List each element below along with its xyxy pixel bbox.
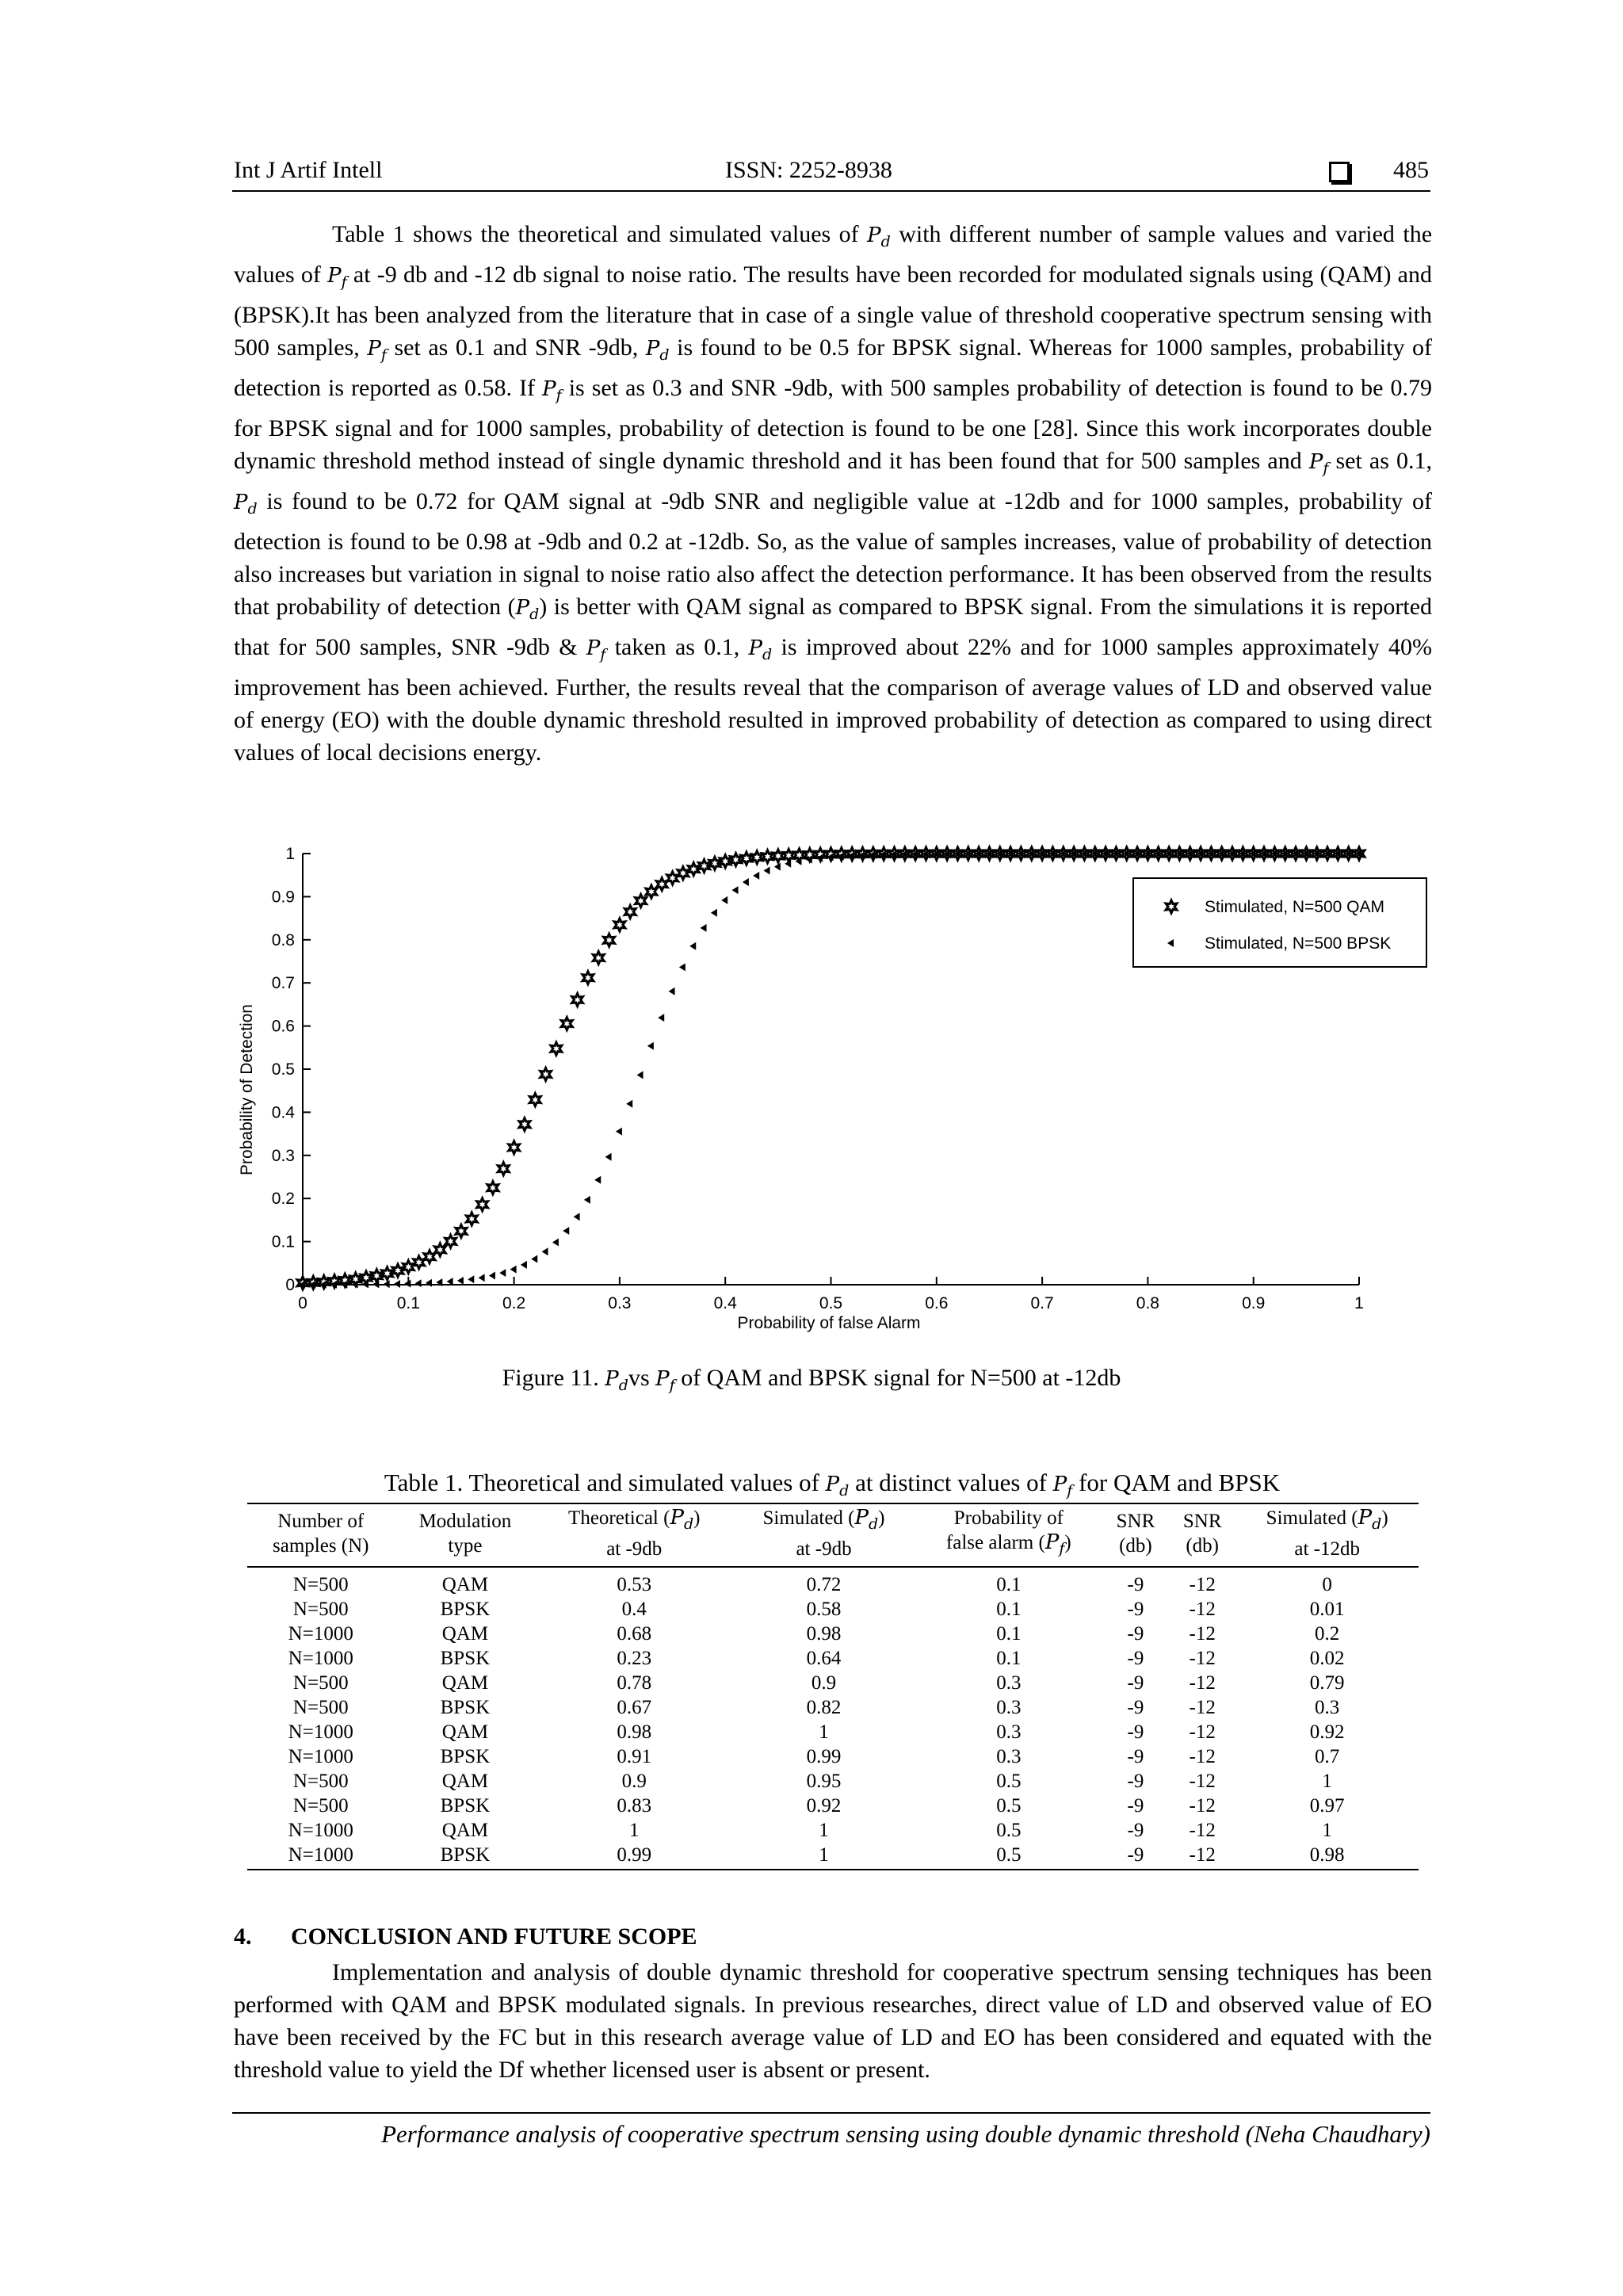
bpsk-data-point	[605, 1153, 612, 1161]
table-cell: 0.2	[1315, 1623, 1340, 1645]
table-cell: -9	[1127, 1820, 1144, 1841]
bpsk-data-point	[594, 1176, 601, 1184]
bpsk-data-point	[415, 1279, 422, 1287]
results-table	[247, 1503, 1419, 1870]
bpsk-data-point	[457, 1277, 464, 1285]
bpsk-data-point	[689, 942, 696, 950]
bpsk-data-point	[753, 872, 759, 880]
qam-data-point	[519, 1118, 530, 1131]
table-cell: 0.3	[996, 1672, 1022, 1694]
bpsk-data-point	[552, 1239, 559, 1247]
table-row	[247, 1794, 1419, 1818]
table-cell: -9	[1127, 1623, 1144, 1645]
bpsk-data-point	[542, 1247, 548, 1255]
x-tick-label: 0.6	[925, 1294, 949, 1312]
table-cell: N=500	[292, 1574, 349, 1595]
bpsk-data-point	[521, 1261, 527, 1269]
table-cell: BPSK	[395, 1843, 537, 1870]
table-cell: QAM	[441, 1574, 489, 1595]
table-cell: BPSK	[440, 1648, 491, 1669]
x-tick-label: 0.1	[396, 1294, 420, 1312]
qam-data-point	[604, 934, 615, 946]
y-tick-label: 0.7	[271, 974, 295, 993]
bpsk-data-point	[426, 1279, 432, 1287]
table-cell: BPSK	[440, 1795, 491, 1817]
table-cell: QAM	[441, 1623, 489, 1645]
table-cell: N=500	[292, 1771, 349, 1792]
bpsk-data-point	[669, 988, 675, 995]
table-cell: 0.3	[1315, 1697, 1340, 1718]
math-pd: $P_d$	[825, 1473, 850, 1499]
qam-data-point	[636, 895, 647, 907]
x-tick-label: 0.7	[1030, 1294, 1054, 1312]
bpsk-data-point	[774, 863, 781, 871]
y-tick-label: 0.5	[271, 1060, 295, 1079]
table-cell: 0.83	[617, 1795, 652, 1817]
table-cell: 1	[1322, 1820, 1332, 1841]
legend-box	[1133, 878, 1426, 967]
qam-data-point	[709, 857, 720, 869]
bpsk-data-point	[637, 1071, 643, 1079]
table-cell: QAM	[441, 1672, 489, 1694]
table-cell: 0	[1322, 1574, 1332, 1595]
table-cell: 1	[819, 1721, 829, 1743]
table-cell: 1	[1322, 1771, 1332, 1792]
table-row	[247, 1843, 1419, 1870]
x-tick-label: 0	[298, 1294, 307, 1312]
bpsk-data-point	[764, 867, 770, 875]
bpsk-data-point	[404, 1280, 411, 1288]
table-cell: 0.64	[806, 1648, 842, 1669]
conclusion-paragraph: Implementation and analysis of double dynamic threshold for cooperative spectrum sensing techniques has been performed with QAM and BPSK modulated signals. In previous researches, direct value of LD and observed value of EO have been received by the FC but in this research average value of LD and EO has been considered and equated with the threshold value to yield the Df whether licensed user is absent or present.	[234, 1959, 1432, 2083]
table-cell: 0.98	[806, 1623, 842, 1645]
table-row	[247, 1720, 1419, 1744]
table-cell: -9	[1102, 1843, 1169, 1870]
math-pd: $P_d$	[645, 337, 670, 364]
table-cell: 0.7	[1315, 1746, 1340, 1767]
bpsk-data-point	[574, 1213, 580, 1221]
table-cell: -12	[1189, 1623, 1216, 1645]
table-cell: 0.3	[996, 1697, 1022, 1718]
x-tick-label: 0.8	[1136, 1294, 1160, 1312]
y-tick-label: 0.8	[271, 930, 295, 949]
math-pf: $P_f$	[327, 264, 347, 291]
qam-data-point	[624, 906, 636, 919]
table-cell: 0.5	[996, 1820, 1022, 1841]
table-row	[247, 1567, 1419, 1597]
table-cell: -12	[1189, 1721, 1216, 1743]
table-cell: -9	[1127, 1672, 1144, 1694]
table-header-row	[247, 1503, 1419, 1567]
table-cell: 0.01	[1309, 1599, 1345, 1620]
qam-data-point	[540, 1068, 552, 1081]
bpsk-data-point	[732, 886, 739, 894]
table-cell: 0.23	[617, 1648, 652, 1669]
table-cell: 0.95	[806, 1771, 842, 1792]
table-row	[247, 1744, 1419, 1769]
math-pf: $P_f$	[1308, 450, 1329, 477]
x-axis-label: Probability of false Alarm	[737, 1314, 921, 1332]
table-cell: N=1000	[288, 1648, 353, 1669]
qam-data-point	[551, 1042, 562, 1055]
math-pf: $P_f$	[1052, 1473, 1073, 1499]
bpsk-data-point	[394, 1280, 400, 1288]
header-snr-2: SNR (db)	[1169, 1503, 1235, 1567]
table-cell: -12	[1189, 1795, 1216, 1817]
table-cell: QAM	[441, 1721, 489, 1743]
table-cell: -9	[1127, 1599, 1144, 1620]
table-cell: N=1000	[288, 1820, 353, 1841]
bpsk-data-point	[721, 896, 727, 904]
table-cell: N=1000	[247, 1843, 395, 1870]
table-cell: -9	[1127, 1771, 1144, 1792]
header-samples: Number of samples (N)	[247, 1503, 395, 1567]
qam-data-point	[582, 972, 594, 984]
table-cell: BPSK	[440, 1697, 491, 1718]
header-simulated-9: Simulated $(P_d)$ at -9db	[732, 1503, 915, 1567]
table-cell: N=500	[292, 1697, 349, 1718]
table-cell: 0.1	[996, 1574, 1022, 1595]
header-modulation: Modulation type	[395, 1503, 537, 1567]
table-cell: N=500	[292, 1672, 349, 1694]
table-cell: -9	[1127, 1574, 1144, 1595]
table-cell: 0.53	[617, 1574, 652, 1595]
table-row	[247, 1818, 1419, 1843]
table-cell: 0.1	[996, 1599, 1022, 1620]
x-tick-label: 1	[1354, 1294, 1364, 1312]
table-cell: 1	[819, 1820, 829, 1841]
table-cell: -9	[1127, 1648, 1144, 1669]
qam-data-point	[509, 1141, 520, 1154]
header-pfa: Probability of false alarm $(P_f)$	[915, 1503, 1102, 1567]
qam-data-point	[424, 1251, 435, 1263]
bpsk-data-point	[531, 1255, 537, 1263]
table-cell: 0.78	[617, 1672, 652, 1694]
table-cell: 0.3	[996, 1721, 1022, 1743]
header-simulated-12: Simulated $(P_d)$ at -12db	[1235, 1503, 1419, 1567]
qam-data-point	[667, 872, 678, 884]
page-number: 485	[1393, 157, 1429, 183]
qam-data-point	[371, 1270, 382, 1282]
table-cell: 0.67	[617, 1697, 652, 1718]
table-row	[247, 1695, 1419, 1720]
qam-data-point	[572, 994, 583, 1007]
math-pf: $P_f$	[586, 636, 606, 663]
table-cell: 0.79	[1309, 1672, 1345, 1694]
y-tick-label: 0.9	[271, 888, 295, 907]
table-cell: -9	[1127, 1697, 1144, 1718]
section-number: 4.	[234, 1924, 252, 1950]
y-tick-label: 0.3	[271, 1146, 295, 1165]
table-cell: 0.5	[996, 1795, 1022, 1817]
bpsk-data-point	[499, 1269, 506, 1277]
qam-data-point	[466, 1213, 477, 1225]
table-cell: 0.92	[1309, 1721, 1345, 1743]
table-cell: 0.99	[806, 1746, 842, 1767]
figure-caption: Figure 11. $P_dvs$ $P_f$ of QAM and BPSK signal for N=500 at -12db	[502, 1365, 1121, 1394]
table-row	[247, 1646, 1419, 1671]
bpsk-data-point	[701, 924, 707, 932]
x-tick-label: 0.4	[713, 1294, 737, 1312]
table-cell: 0.3	[996, 1746, 1022, 1767]
y-tick-label: 0.4	[271, 1103, 295, 1122]
table-cell: -9	[1127, 1795, 1144, 1817]
bpsk-data-point	[616, 1128, 622, 1136]
journal-name: Int J Artif Intell	[234, 157, 383, 183]
table-cell: 0.5	[996, 1771, 1022, 1792]
footer-text: Performance analysis of cooperative spectrum sensing using double dynamic threshold (Neha Chaudhary)	[381, 2120, 1430, 2148]
table-cell: -12	[1189, 1697, 1216, 1718]
qam-data-point	[477, 1198, 488, 1211]
table-cell: N=1000	[288, 1623, 353, 1645]
table-cell: -12	[1189, 1771, 1216, 1792]
table-cell: 1	[629, 1820, 640, 1841]
figure-11	[230, 832, 1450, 1351]
bpsk-data-point	[384, 1280, 390, 1288]
table-cell: -12	[1189, 1574, 1216, 1595]
table-cell: 0.82	[806, 1697, 842, 1718]
table-cell: 0.98	[1235, 1843, 1419, 1870]
bpsk-data-point	[658, 1014, 664, 1022]
table-cell: 0.1	[996, 1623, 1022, 1645]
qam-data-point	[720, 855, 731, 868]
table-cell: 0.58	[806, 1599, 842, 1620]
table-cell: 0.97	[1309, 1795, 1345, 1817]
bpsk-data-point	[468, 1275, 474, 1283]
math-pf: $P_f$	[367, 337, 387, 364]
table-cell: -12	[1189, 1599, 1216, 1620]
table-cell: 0.02	[1309, 1648, 1345, 1669]
table-row	[247, 1769, 1419, 1794]
table-cell: BPSK	[440, 1746, 491, 1767]
y-tick-label: 0.1	[271, 1232, 295, 1251]
qam-data-point	[529, 1094, 540, 1106]
table-cell: N=500	[292, 1795, 349, 1817]
legend-bpsk-label: Stimulated, N=500 BPSK	[1205, 934, 1392, 953]
table-row	[247, 1622, 1419, 1646]
table-cell: -12	[1169, 1843, 1235, 1870]
table-cell: -12	[1189, 1648, 1216, 1669]
table-row	[247, 1671, 1419, 1695]
math-pd: $P_d$	[605, 1367, 628, 1394]
pd-vs-pf-chart	[230, 832, 1450, 1347]
section-title: CONCLUSION AND FUTURE SCOPE	[291, 1924, 697, 1950]
qam-data-point	[414, 1256, 425, 1269]
intro-paragraph: Table 1 shows the theoretical and simulated values of $P_d$ with different number of sample values and varied the values of $P_f$ at -9 db and -12 db signal to noise ratio. The results have been recorded for modulated signals using (QAM) and (BPSK).It has been analyzed from the literature that in case of a single value of threshold cooperative spectrum sensing with 500 samples, $P_f$ set as 0.1 and SNR -9db, $P_d$ is found to be 0.5 for BPSK signal. Whereas for 1000 samples, probability of detection is reported as 0.58. If $P_f$ is set as 0.3 and SNR -9db, with 500 samples probability of detection is found to be 0.79 for BPSK signal and for 1000 samples, probability of detection is found to be one [28]. Since this work incorporates double dynamic threshold method instead of single dynamic threshold and it has been found that for 500 samples and $P_f$ set as 0.1, $P_d$ is found to be 0.72 for QAM signal at -9db SNR and negligible value at -12db and for 1000 samples, probability of detection is found to be 0.98 at -9db and 0.2 at -12db. So, as the value of samples increases, value of probability of detection also increases but variation in signal to noise ratio also affect the detection performance. It has been observed from the results that probability of detection $(P_d)$ is better with QAM signal as compared to BPSK signal. From the simulations it is reported that for 500 samples, SNR -9db & $P_f$ taken as 0.1, $P_d$ is improved about 22% and for 1000 samples approximately 40% improvement has been achieved. Further, the results reveal that the comparison of average values of LD and observed value of energy (EO) with the double dynamic threshold resulted in improved probability of detection as compared to using direct values of local decisions energy.	[234, 221, 1433, 766]
table-cell: -12	[1189, 1672, 1216, 1694]
y-tick-label: 0.2	[271, 1190, 295, 1209]
table-cell: N=1000	[288, 1746, 353, 1767]
page-footer	[232, 2112, 1430, 2149]
table-row	[247, 1597, 1419, 1622]
table-cell: -9	[1127, 1746, 1144, 1767]
bpsk-data-point	[743, 878, 749, 886]
table-caption: Table 1. Theoretical and simulated values of $P_d$ at distinct values of $P_f$ for QAM and BPSK	[384, 1469, 1281, 1499]
table-cell: 0.98	[617, 1721, 652, 1743]
table-cell: 0.4	[621, 1599, 647, 1620]
table-cell: 1	[732, 1843, 915, 1870]
x-tick-label: 0.5	[819, 1294, 843, 1312]
y-tick-label: 1	[285, 845, 295, 863]
header-theoretical: Theoretical $(P_d)$ at -9db	[536, 1503, 732, 1567]
box-bullet-icon	[1329, 162, 1350, 182]
table-cell: 0.9	[811, 1672, 837, 1694]
qam-data-point	[593, 952, 604, 965]
page-header	[232, 155, 1430, 192]
math-pf: $P_f$	[655, 1367, 675, 1394]
qam-data-point	[498, 1163, 509, 1175]
table-cell: N=1000	[288, 1721, 353, 1743]
table-cell: -12	[1189, 1746, 1216, 1767]
math-pd: $P_d$	[515, 596, 540, 623]
table-cell: QAM	[441, 1771, 489, 1792]
math-pf: $P_f$	[542, 377, 562, 404]
qam-data-point	[561, 1018, 572, 1030]
table-cell: 0.9	[621, 1771, 647, 1792]
header-snr-1: SNR (db)	[1102, 1503, 1169, 1567]
qam-data-point	[614, 919, 625, 931]
math-pd: $P_d$	[748, 636, 773, 663]
qam-data-point	[699, 860, 710, 873]
table-cell: -9	[1127, 1721, 1144, 1743]
x-tick-label: 0.3	[608, 1294, 632, 1312]
section-heading	[234, 1924, 697, 1950]
table-cell: 0.1	[996, 1648, 1022, 1669]
table-cell: 0.72	[806, 1574, 842, 1595]
qam-data-point	[487, 1182, 498, 1194]
math-pd: $P_d$	[234, 491, 258, 518]
bpsk-data-point	[647, 1042, 654, 1050]
bpsk-data-point	[711, 909, 717, 917]
bpsk-data-point	[479, 1274, 485, 1282]
bpsk-data-point	[679, 963, 685, 971]
y-tick-label: 0	[285, 1276, 295, 1294]
x-tick-label: 0.9	[1242, 1294, 1266, 1312]
table-cell: QAM	[441, 1820, 489, 1841]
x-tick-label: 0.2	[502, 1294, 526, 1312]
qam-data-point	[456, 1224, 467, 1237]
table-cell: 0.92	[806, 1795, 842, 1817]
bpsk-data-point	[626, 1100, 632, 1108]
table-cell: BPSK	[440, 1599, 491, 1620]
bpsk-data-point	[510, 1266, 517, 1274]
bpsk-data-point	[563, 1227, 569, 1235]
y-axis-label: Probability of Detection	[238, 1004, 256, 1175]
table-cell: 0.91	[617, 1746, 652, 1767]
bpsk-data-point	[584, 1196, 590, 1204]
math-pd: $P_d$	[867, 223, 891, 250]
table-cell: -12	[1189, 1820, 1216, 1841]
table-cell: N=500	[292, 1599, 349, 1620]
legend-qam-label: Stimulated, N=500 QAM	[1205, 898, 1385, 916]
table-cell: 0.99	[536, 1843, 732, 1870]
bpsk-data-point	[489, 1272, 495, 1280]
table-cell: 0.5	[915, 1843, 1102, 1870]
issn: ISSN: 2252-8938	[725, 157, 892, 183]
table-cell: 0.68	[617, 1623, 652, 1645]
y-tick-label: 0.6	[271, 1017, 295, 1036]
